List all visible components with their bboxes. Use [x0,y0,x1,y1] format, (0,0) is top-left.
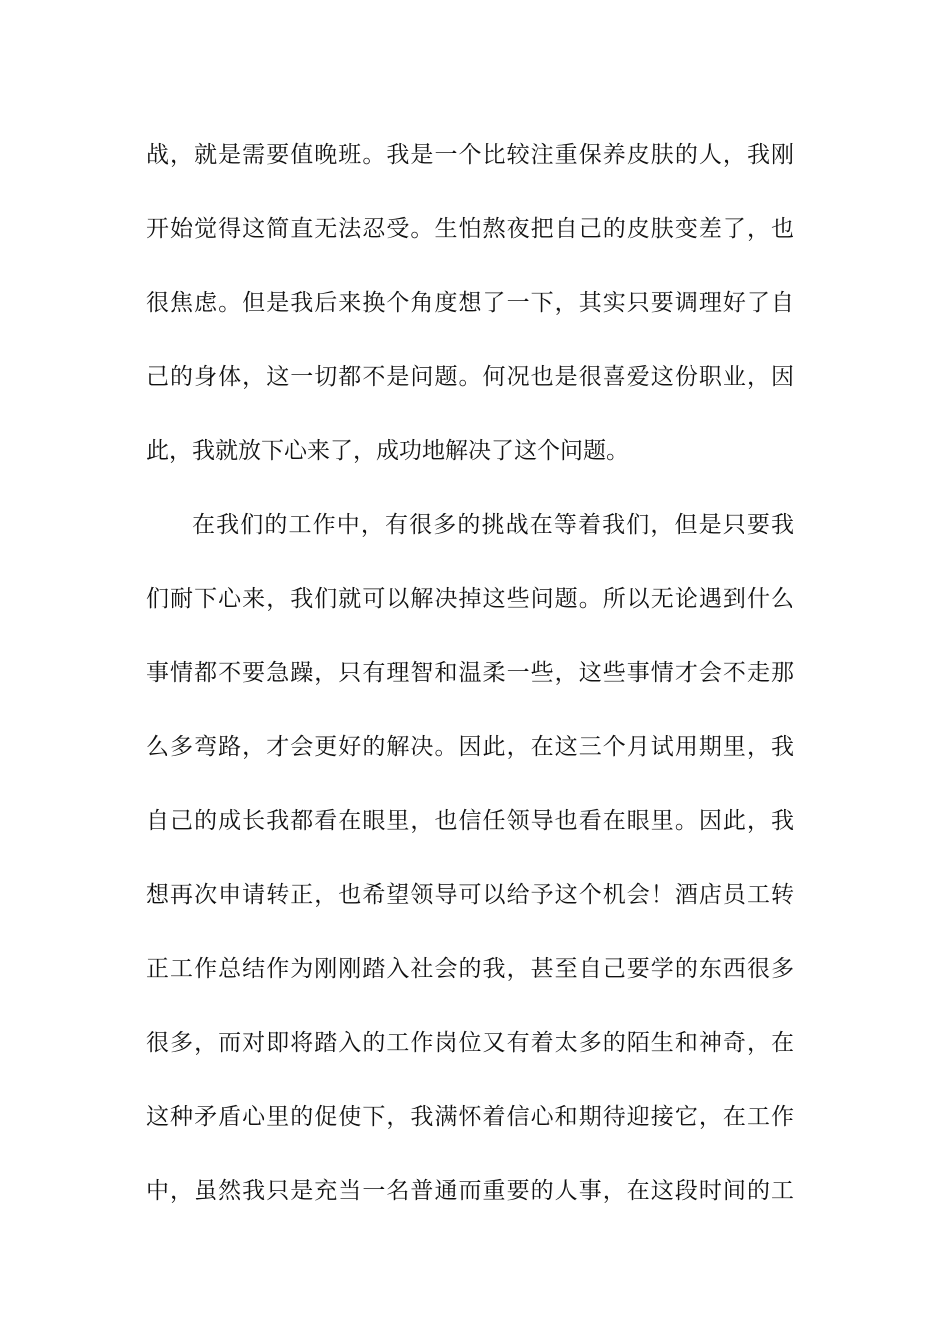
text-line: 么多弯路，才会更好的解决。因此，在这三个月试用期里，我 [146,734,794,760]
text-line: 事情都不要急躁，只有理智和温柔一些，这些事情才会不走那 [146,660,794,686]
text-line: 想再次申请转正，也希望领导可以给予这个机会！酒店员工转 [146,882,794,908]
text-line: 在我们的工作中，有很多的挑战在等着我们，但是只要我 [192,512,794,538]
text-line: 们耐下心来，我们就可以解决掉这些问题。所以无论遇到什么 [146,586,794,612]
text-line: 这种矛盾心里的促使下，我满怀着信心和期待迎接它，在工作 [146,1104,794,1130]
text-line: 中，虽然我只是充当一名普通而重要的人事，在这段时间的工 [146,1178,794,1204]
text-line: 很多，而对即将踏入的工作岗位又有着太多的陌生和神奇，在 [146,1030,794,1056]
text-line: 很焦虑。但是我后来换个角度想了一下，其实只要调理好了自 [146,290,794,316]
text-line: 开始觉得这简直无法忍受。生怕熬夜把自己的皮肤变差了，也 [146,216,794,242]
text-line: 此，我就放下心来了，成功地解决了这个问题。 [146,438,629,464]
text-line: 正工作总结作为刚刚踏入社会的我，甚至自己要学的东西很多 [146,956,794,982]
document-body [146,130,794,1240]
text-line: 自己的成长我都看在眼里，也信任领导也看在眼里。因此，我 [146,808,794,834]
text-line: 己的身体，这一切都不是问题。何况也是很喜爱这份职业，因 [146,364,794,390]
text-line: 战，就是需要值晚班。我是一个比较注重保养皮肤的人，我刚 [146,142,794,168]
